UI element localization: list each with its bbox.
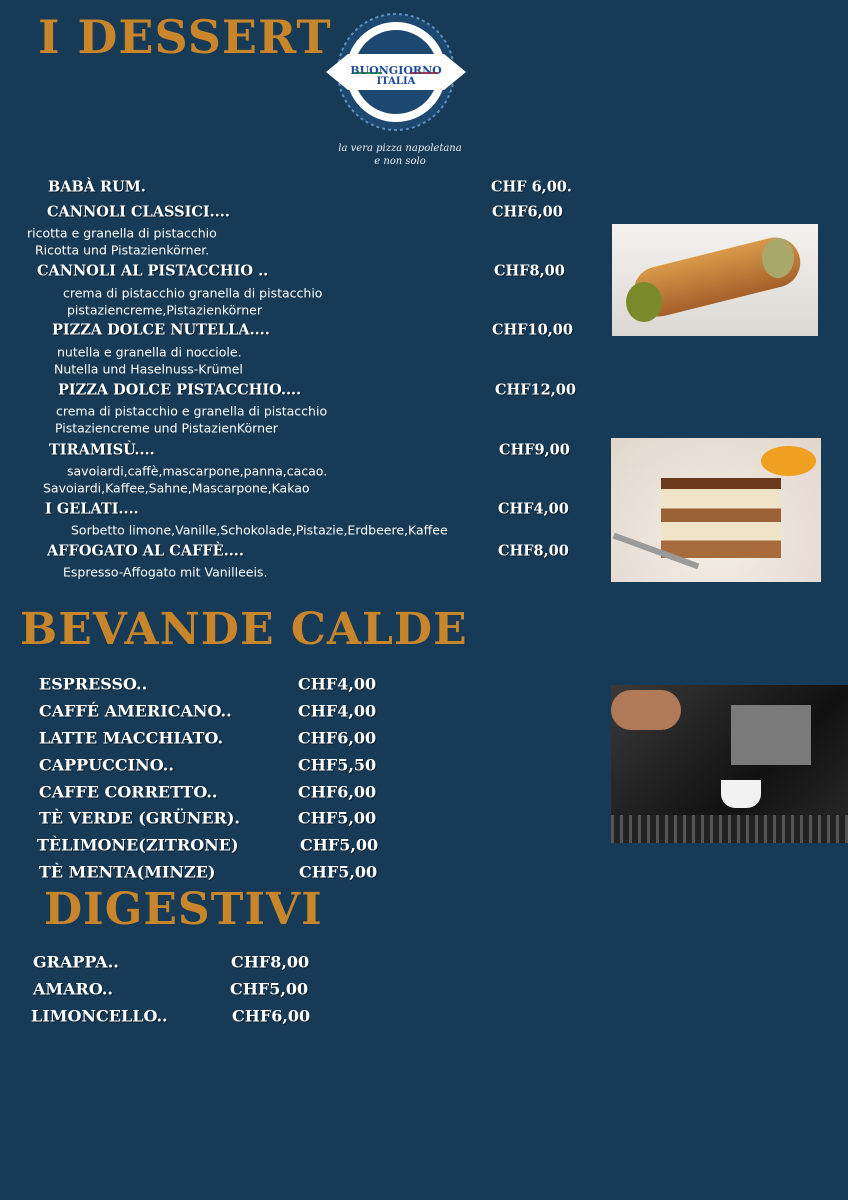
- menu-item-price: CHF8,00: [494, 262, 565, 280]
- digestivo-price: CHF8,00: [231, 952, 310, 972]
- tagline-1: la vera pizza napoletana: [338, 143, 462, 154]
- digestivo-price: CHF6,00: [232, 1006, 311, 1026]
- drink-name: TÈLIMONE(ZITRONE): [37, 835, 239, 855]
- drink-price: CHF4,00: [298, 674, 377, 694]
- dessert-heading: I DESSERT: [38, 10, 332, 64]
- drink-price: CHF6,00: [298, 728, 377, 748]
- drink-price: CHF4,00: [298, 701, 377, 721]
- drink-name: LATTE MACCHIATO.: [39, 728, 224, 748]
- menu-item-name: BABÀ RUM.: [48, 178, 146, 196]
- drink-price: CHF5,00: [300, 835, 379, 855]
- menu-item-price: CHF8,00: [498, 542, 569, 560]
- digestivo-name: LIMONCELLO..: [31, 1006, 168, 1026]
- menu-item-price: CHF 6,00.: [491, 178, 572, 196]
- logo-brand-line1: BUONGIORNO: [350, 64, 442, 77]
- drink-price: CHF5,00: [298, 808, 377, 828]
- menu-item-price: CHF9,00: [499, 441, 570, 459]
- drink-name: ESPRESSO..: [39, 674, 148, 694]
- drink-name: CAPPUCCINO..: [39, 755, 174, 775]
- tagline-2: e non solo: [374, 156, 426, 167]
- digestivo-name: GRAPPA..: [33, 952, 119, 972]
- menu-item-description: crema di pistacchio granella di pistacchio: [63, 285, 323, 301]
- drink-name: TÈ VERDE (GRÜNER).: [39, 808, 240, 828]
- drink-name: CAFFÉ AMERICANO..: [39, 701, 232, 721]
- menu-item-name: TIRAMISÙ....: [49, 441, 155, 459]
- menu-item-name: CANNOLI AL PISTACCHIO ..: [37, 262, 269, 280]
- menu-item-description: pistaziencreme,Pistazienkörner: [67, 302, 262, 318]
- menu-item-description: Ricotta und Pistazienkörner.: [35, 242, 210, 258]
- menu-item-description: Espresso-Affogato mit Vanilleeis.: [63, 564, 268, 580]
- menu-item-description: Sorbetto limone,Vanille,Schokolade,Pistazie,Erdbeere,Kaffee: [71, 522, 448, 538]
- cannoli-photo: [612, 224, 818, 336]
- digestivi-heading: DIGESTIVI: [44, 884, 323, 935]
- menu-item-description: crema di pistacchio e granella di pistacchio: [56, 403, 328, 419]
- drink-price: CHF6,00: [298, 782, 377, 802]
- menu-item-name: CANNOLI CLASSICI....: [47, 203, 230, 221]
- menu-item-name: PIZZA DOLCE PISTACCHIO....: [58, 381, 302, 399]
- menu-item-price: CHF10,00: [492, 321, 573, 339]
- menu-item-name: PIZZA DOLCE NUTELLA....: [52, 321, 270, 339]
- tiramisu-photo: [611, 438, 821, 582]
- menu-item-price: CHF12,00: [495, 381, 576, 399]
- menu-item-name: I GELATI....: [45, 500, 139, 518]
- menu-item-description: Savoiardi,Kaffee,Sahne,Mascarpone,Kakao: [43, 480, 310, 496]
- drink-name: CAFFE CORRETTO..: [39, 782, 218, 802]
- menu-item-description: Pistaziencreme und PistazienKörner: [55, 420, 278, 436]
- logo-brand-line2: ITALIA: [376, 76, 416, 87]
- buongiorno-italia-logo: [322, 10, 470, 135]
- menu-item-price: CHF6,00: [492, 203, 563, 221]
- drink-name: TÈ MENTA(MINZE): [39, 862, 216, 882]
- menu-item-description: savoiardi,caffè,mascarpone,panna,cacao.: [67, 463, 328, 479]
- digestivo-price: CHF5,00: [230, 979, 309, 999]
- menu-item-name: AFFOGATO AL CAFFÈ....: [47, 542, 244, 560]
- menu-item-description: ricotta e granella di pistacchio: [27, 225, 217, 241]
- menu-item-description: nutella e granella di nocciole.: [57, 344, 242, 360]
- menu-item-description: Nutella und Haselnuss-Krümel: [54, 361, 243, 377]
- drink-price: CHF5,50: [298, 755, 377, 775]
- bevande-heading: BEVANDE CALDE: [20, 604, 468, 655]
- coffee-machine-photo: [611, 685, 848, 843]
- menu-item-price: CHF4,00: [498, 500, 569, 518]
- drink-price: CHF5,00: [299, 862, 378, 882]
- digestivo-name: AMARO..: [33, 979, 113, 999]
